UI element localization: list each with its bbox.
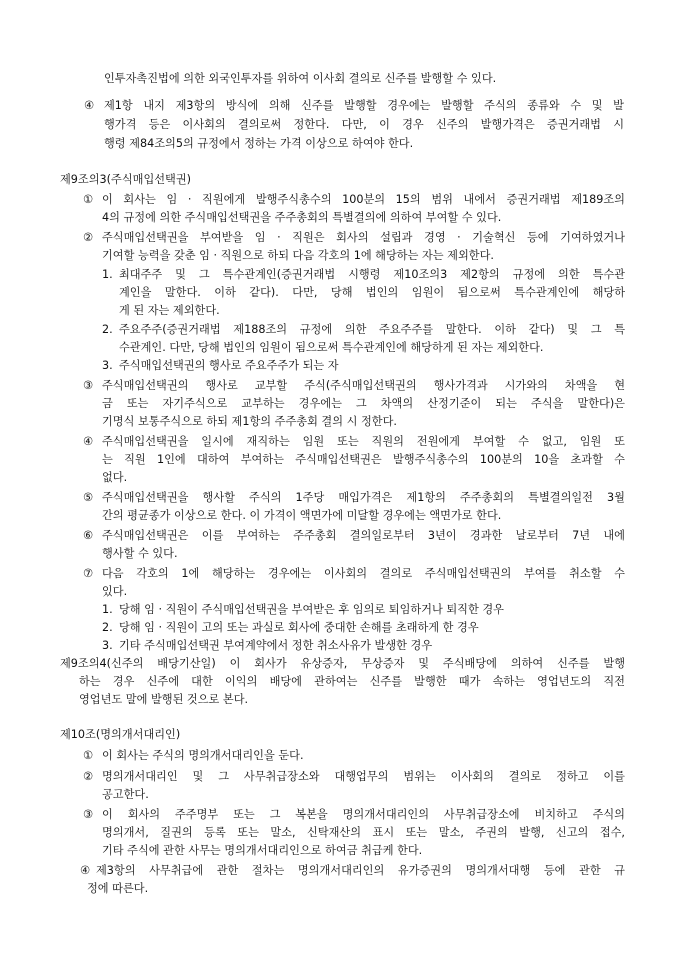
- paragraph-line: 기명식 보통주식으로 하되 제1항의 주주총회 결의 시 정한다.: [102, 415, 397, 428]
- intro-item4-number: ④: [84, 99, 95, 112]
- intro-item4-line: 제1항 내지 제3항의 방식에 의해 신주를 발행할 경우에는 발행할 주식의 종류와 수 및 발: [104, 99, 624, 112]
- paragraph-number: ④: [80, 864, 91, 877]
- sub-item-line: 당해 임 · 직원이 고의 또는 과실로 회사에 중대한 손해를 초래하게 한 경우: [119, 621, 479, 634]
- paragraph-number: ⑤: [83, 491, 94, 504]
- paragraph-line: 주식매입선택권은 이를 부여하는 주주총회 결의일로부터 3년이 경과한 날로부터 7년 내에: [102, 529, 625, 542]
- sub-item-number: 1.: [102, 603, 113, 616]
- paragraph-number: ②: [83, 231, 94, 244]
- paragraph-number: ①: [83, 193, 94, 206]
- paragraph-line: 4의 규정에 의한 주식매입선택권을 주주총회의 특별결의에 의하여 부여할 수 있다.: [102, 211, 502, 224]
- sub-item-line: 당해 임 · 직원이 주식매입선택권을 부여받은 후 임의로 퇴임하거나 퇴직한 경우: [119, 603, 504, 616]
- paragraph-line: 주식매입선택권의 행사로 교부할 주식(주식매입선택권의 행사가격과 시가와의 차액을 현: [102, 379, 625, 392]
- intro-item4-line: 행령 제84조의5의 규정에서 정하는 가격 이상으로 하여야 한다.: [104, 137, 414, 150]
- intro-continuation-line: 인투자촉진법에 의한 외국인투자를 위하여 이사회 결의로 신주를 발행할 수 있다.: [104, 72, 497, 85]
- paragraph-line: 이 회사는 주식의 명의개서대리인을 둔다.: [102, 749, 304, 762]
- article-9-4-line: 영업년도 말에 발행된 것으로 본다.: [79, 693, 249, 706]
- paragraph-line: 기타 주식에 관한 사무는 명의개서대리인으로 하여금 취급케 한다.: [102, 844, 423, 857]
- paragraph-line: 기여할 능력을 갖춘 임 · 직원으로 하되 다음 각호의 1에 해당하는 자는 제외한다.: [102, 249, 494, 262]
- paragraph-line: 명의개서, 질권의 등록 또는 말소, 신탁재산의 표시 또는 말소, 주권의 발행, 신고의 접수,: [102, 826, 625, 839]
- article-9-4-line: 제9조의4(신주의 배당기산일) 이 회사가 유상증자, 무상증자 및 주식배당에 의하여 신주를 발행: [60, 657, 625, 670]
- article-9-3-heading: 제9조의3(주식매입선택권): [60, 173, 192, 186]
- paragraph-line: 공고한다.: [102, 788, 149, 801]
- sub-item-line: 기타 주식매입선택권 부여계약에서 정한 취소사유가 발생한 경우: [119, 639, 433, 652]
- sub-item-number: 3.: [102, 639, 113, 652]
- paragraph-line: 이 회사의 주주명부 또는 그 복본을 명의개서대리인의 사무취급장소에 비치하고 주식의: [102, 808, 625, 821]
- paragraph-number: ③: [83, 379, 94, 392]
- article-10-heading: 제10조(명의개서대리인): [60, 728, 181, 741]
- sub-item-line: 계인을 말한다. 이하 같다). 다만, 당해 법인의 임원이 됨으로써 특수관계인에 해당하: [119, 286, 625, 299]
- paragraph-line: 주식매입선택권을 일시에 재직하는 임원 또는 직원의 전원에게 부여할 수 없고, 임원 또: [102, 435, 625, 448]
- paragraph-line: 간의 평균종가 이상으로 한다. 이 가격이 액면가에 미달할 경우에는 액면가로 한다.: [102, 509, 502, 522]
- sub-item-line: 수관계인. 다만, 당해 법인의 임원이 됨으로써 특수관계인에 해당하게 된 자는 제외한다.: [119, 341, 544, 354]
- article-9-4-line: 하는 경우 신주에 대한 이익의 배당에 관하여는 신주를 발행한 때가 속하는 영업년도의 직전: [79, 675, 625, 688]
- paragraph-line: 주식매입선택권을 행사할 주식의 1주당 매입가격은 제1항의 주주총회의 특별결의일전 3월: [102, 491, 625, 504]
- paragraph-line: 있다.: [102, 585, 128, 598]
- sub-item-number: 2.: [102, 621, 113, 634]
- paragraph-line: 정에 따른다.: [87, 882, 149, 895]
- sub-item-line: 게 된 자는 제외한다.: [119, 304, 220, 317]
- intro-item4-line: 행가격 등은 이사회의 결의로써 정한다. 다만, 이 경우 신주의 발행가격은 증권거래법 시: [104, 118, 624, 131]
- paragraph-line: 주식매입선택권을 부여받을 임 · 직원은 회사의 설립과 경영 · 기술혁신 등에 기여하였거나: [102, 231, 625, 244]
- paragraph-number: ②: [83, 770, 94, 783]
- paragraph-line: 다음 각호의 1에 해당하는 경우에는 이사회의 결의로 주식매입선택권의 부여를 취소할 수: [102, 567, 625, 580]
- paragraph-line: 없다.: [102, 471, 128, 484]
- paragraph-line: 제3항의 사무취급에 관한 절차는 명의개서대리인의 유가증권의 명의개서대행 등에 관한 규: [96, 864, 625, 877]
- paragraph-line: 행사할 수 있다.: [102, 547, 178, 560]
- paragraph-line: 이 회사는 임 · 직원에게 발행주식총수의 100분의 15의 범위 내에서 증권거래법 제189조의: [102, 193, 625, 206]
- sub-item-number: 1.: [102, 268, 113, 281]
- paragraph-line: 는 직원 1인에 대하여 부여하는 주식매입선택권은 발행주식총수의 100분의 10을 초과할 수: [102, 453, 625, 466]
- paragraph-line: 금 또는 자기주식으로 교부하는 경우에는 그 차액의 산정기준이 되는 주식을 말한다)은: [102, 397, 625, 410]
- sub-item-line: 최대주주 및 그 특수관계인(증권거래법 시행령 제10조의3 제2항의 규정에 의한 특수관: [119, 268, 625, 281]
- paragraph-number: ⑥: [83, 529, 94, 542]
- sub-item-number: 3.: [102, 359, 113, 372]
- paragraph-number: ③: [83, 808, 94, 821]
- sub-item-line: 주식매입선택권의 행사로 주요주주가 되는 자: [119, 359, 339, 372]
- sub-item-line: 주요주주(증권거래법 제188조의 규정에 의한 주요주주를 말한다. 이하 같다) 및 그 특: [119, 323, 625, 336]
- paragraph-number: ①: [83, 749, 94, 762]
- paragraph-number: ④: [83, 435, 94, 448]
- paragraph-number: ⑦: [83, 567, 94, 580]
- paragraph-line: 명의개서대리인 및 그 사무취급장소와 대행업무의 범위는 이사회의 결의로 정하고 이를: [102, 770, 625, 783]
- sub-item-number: 2.: [102, 323, 113, 336]
